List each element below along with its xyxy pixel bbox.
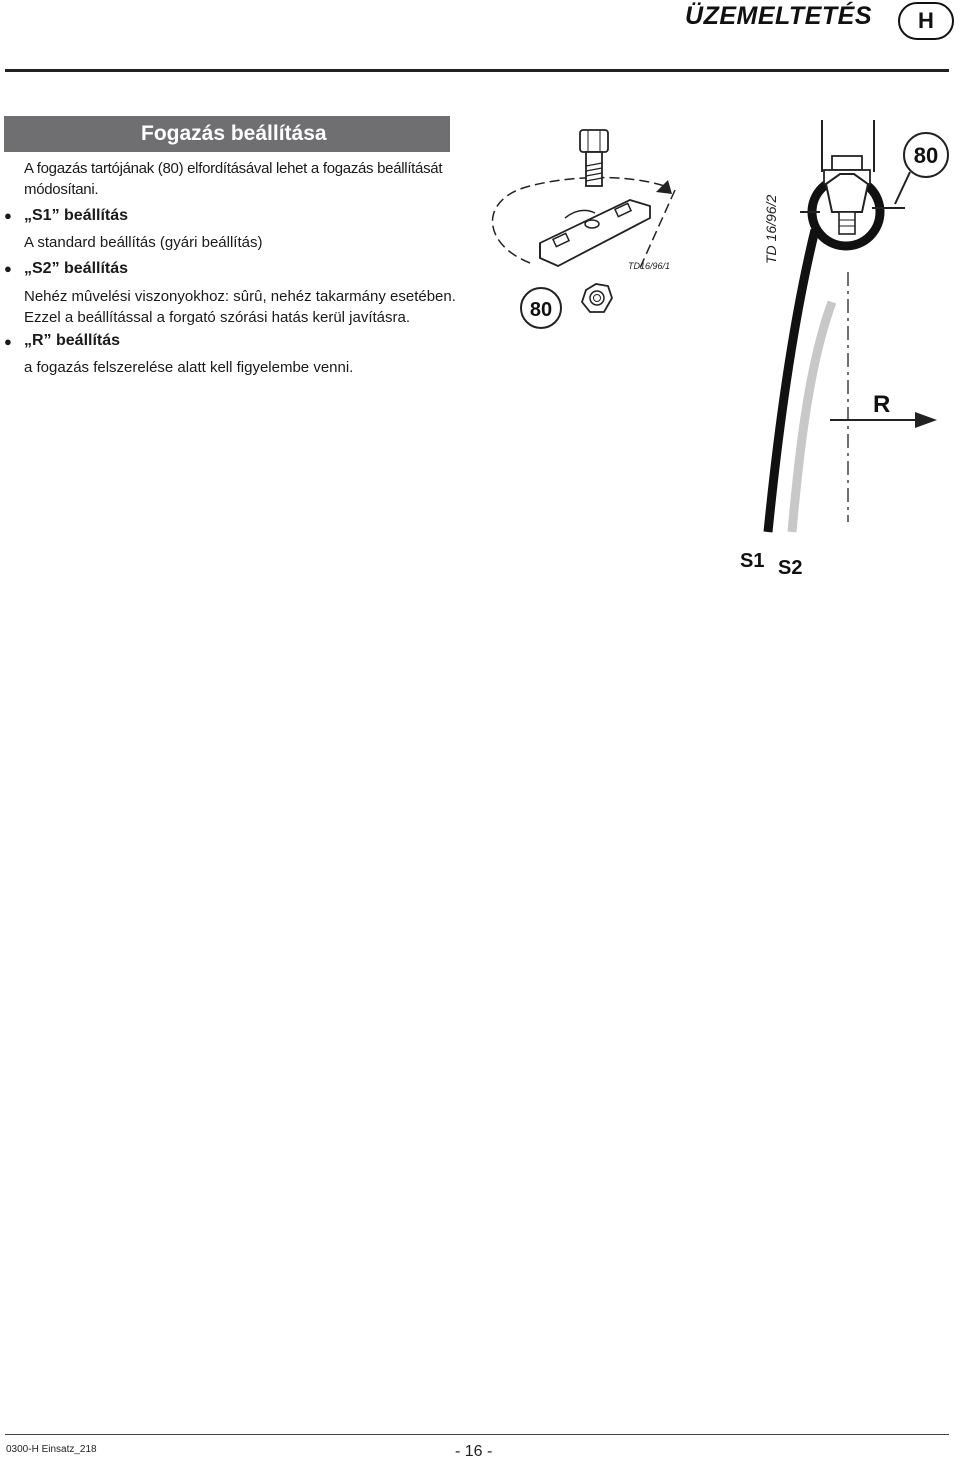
section-title: Fogazás beállítása <box>4 116 450 152</box>
item-title-s2: „S2” beállítás <box>24 260 129 277</box>
bullet-icon: ● <box>4 261 12 276</box>
label-s1: S1 <box>740 550 765 572</box>
page-number: - 16 - <box>455 1443 493 1460</box>
tine-position-figure <box>740 112 960 582</box>
item-title-s1: „S1” beállítás <box>24 207 129 224</box>
bullet-icon: ● <box>4 334 12 349</box>
item-text-s2-line-2: Ezzel a beállítással a forgató szórási hatás kerül javításra. <box>24 309 411 326</box>
arrow-label-r: R <box>873 391 891 418</box>
footer-doc-code: 0300-H Einsatz_218 <box>6 1444 97 1455</box>
intro-line-1: A fogazás tartójának (80) elfordításával lehet a fogazás beállítását <box>24 160 443 177</box>
list-item-s2 <box>0 258 460 284</box>
item-text-r: a fogazás felszerelése alatt kell figyelembe venni. <box>24 359 354 376</box>
footer-rule <box>5 1434 949 1435</box>
section-body <box>24 158 454 200</box>
settings-list <box>0 205 460 378</box>
tine-holder-figure <box>470 118 700 333</box>
item-text-s2-line-1: Nehéz mûvelési viszonyokhoz: sûrû, nehéz takarmány esetében. <box>24 288 456 305</box>
part-label-80: 80 <box>529 299 553 321</box>
bullet-icon: ● <box>4 208 12 223</box>
list-item-r <box>0 330 460 356</box>
part-label-80-b: 80 <box>913 143 939 168</box>
figure-code-2: TD 16/96/2 <box>763 194 779 264</box>
intro-line-2: módosítani. <box>24 181 99 198</box>
page-header-title: ÜZEMELTETÉS <box>685 2 872 30</box>
list-item-s1 <box>0 205 460 231</box>
item-text-s1: A standard beállítás (gyári beállítás) <box>24 234 263 251</box>
figure-code-1: TD16/96/1 <box>628 261 671 271</box>
label-s2: S2 <box>778 557 803 579</box>
item-title-r: „R” beállítás <box>24 332 121 349</box>
header-rule <box>5 69 949 72</box>
language-badge: H <box>898 2 954 40</box>
